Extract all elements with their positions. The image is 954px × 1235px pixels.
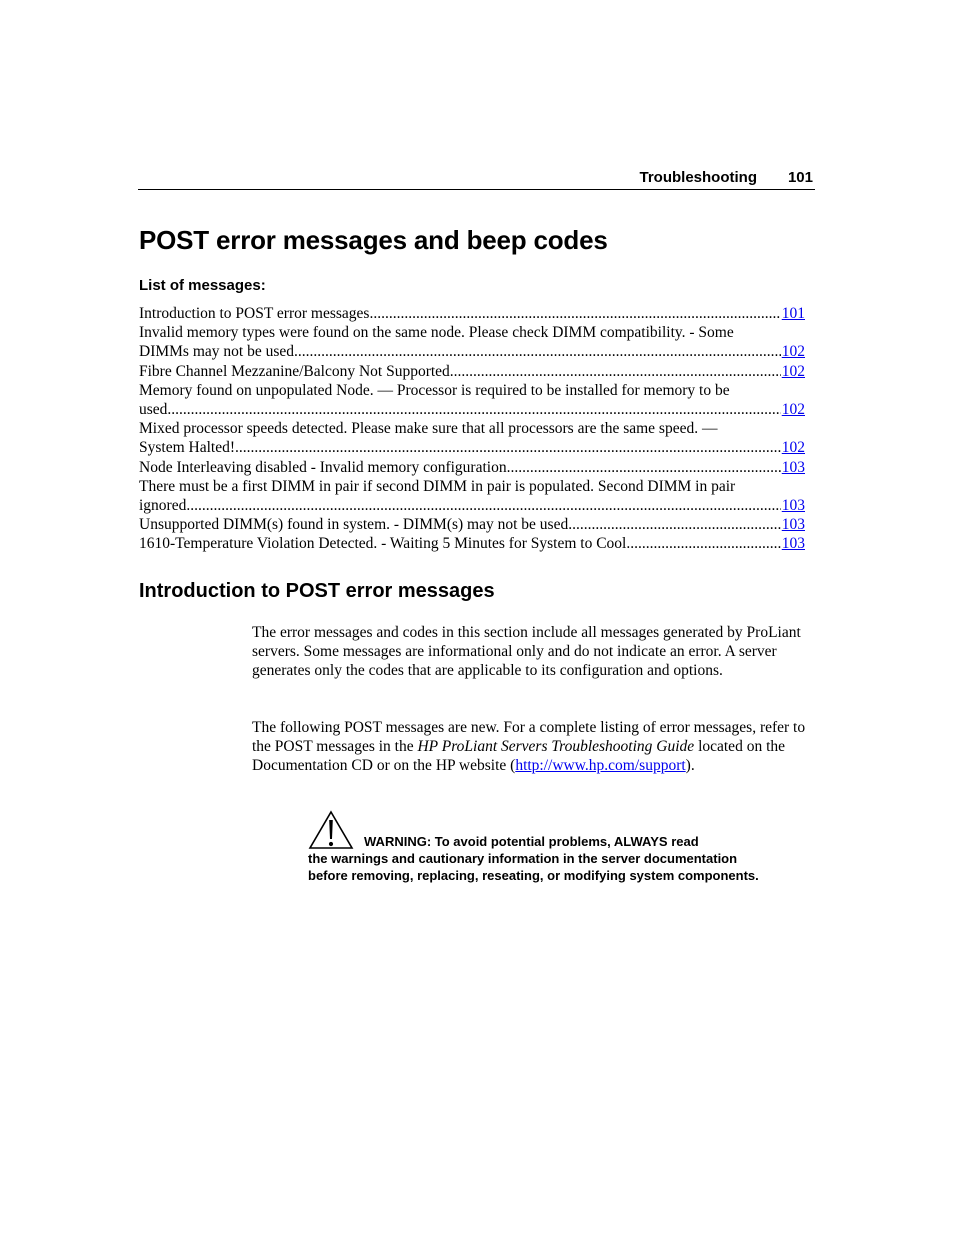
toc-page-link[interactable]: 103 xyxy=(781,535,805,553)
toc-entry-text: Unsupported DIMM(s) found in system. - DIMM(s) may not be used xyxy=(139,516,569,534)
warning-body: the warnings and cautionary information in the server documentation before removing, replacing, reseating, or modifying system components. xyxy=(308,851,759,883)
toc-page-link[interactable]: 102 xyxy=(781,400,805,418)
toc-entry-text: DIMMs may not be used xyxy=(139,343,294,361)
new-messages-paragraph xyxy=(252,718,818,775)
warning-box xyxy=(308,810,778,884)
list-heading: List of messages: xyxy=(139,277,266,294)
toc-entry-text: Fibre Channel Mezzanine/Balcony Not Supported. xyxy=(139,362,454,380)
hp-support-link[interactable]: http://www.hp.com/support xyxy=(515,757,686,774)
toc-entry-text: System Halted! xyxy=(139,439,235,457)
dot-leader xyxy=(507,458,781,477)
toc-entry[interactable] xyxy=(139,458,805,477)
toc-entry-first-line: There must be a first DIMM in pair if second DIMM in pair is populated. Second DIMM in pair xyxy=(139,477,736,495)
toc-entry-text: ignored. xyxy=(139,496,191,514)
dot-leader xyxy=(235,438,781,457)
toc-entry-first-line: Mixed processor speeds detected. Please make sure that all processors are the same speed. — xyxy=(139,420,718,438)
toc-entry[interactable] xyxy=(139,400,805,419)
message-list xyxy=(139,304,805,553)
toc-entry-text: 1610-Temperature Violation Detected. - Waiting 5 Minutes for System to Cool xyxy=(139,535,627,553)
dot-leader xyxy=(294,342,781,361)
toc-entry-text: used. xyxy=(139,400,172,418)
dot-leader xyxy=(190,496,781,515)
intro-paragraph: The error messages and codes in this section include all messages generated by ProLiant servers. Some messages are informational only and do not indicate an error. A server generates only the codes that are applicable to its configuration and options. xyxy=(252,624,801,679)
para-text: ). xyxy=(685,757,695,774)
toc-entry[interactable] xyxy=(139,342,805,361)
toc-page-link[interactable]: 102 xyxy=(781,362,805,380)
toc-entry[interactable] xyxy=(139,534,805,553)
dot-leader xyxy=(568,515,781,534)
toc-entry[interactable] xyxy=(139,515,805,534)
dot-leader xyxy=(171,400,780,419)
toc-entry[interactable] xyxy=(139,438,805,457)
toc-entry-first-line: Memory found on unpopulated Node. — Processor is required to be installed for memory to be xyxy=(139,381,730,399)
warning-first-line: WARNING: To avoid potential problems, ALWAYS read xyxy=(364,834,699,849)
page-title: POST error messages and beep codes xyxy=(139,225,608,255)
running-header xyxy=(138,168,815,190)
para-text: located on the Documentation CD or on the HP website ( xyxy=(252,738,786,774)
toc-entry-first-line: Invalid memory types were found on the same node. Please check DIMM compatibility. - Some xyxy=(139,324,734,342)
toc-entry-text: Introduction to POST error messages xyxy=(139,305,370,322)
toc-entry[interactable] xyxy=(139,496,805,515)
dot-leader xyxy=(454,362,781,381)
toc-page-link[interactable]: 103 xyxy=(781,516,805,534)
toc-entry[interactable] xyxy=(139,304,805,323)
guide-title: HP ProLiant Servers Troubleshooting Guide xyxy=(417,738,695,755)
dot-leader xyxy=(369,304,780,323)
toc-page-link[interactable]: 103 xyxy=(781,458,805,476)
section-heading: Introduction to POST error messages xyxy=(139,580,495,602)
toc-page-link[interactable]: 102 xyxy=(781,439,805,457)
warning-exclamation-icon xyxy=(308,810,354,850)
toc-page-link[interactable]: 101 xyxy=(781,305,805,322)
dot-leader xyxy=(626,534,780,553)
header-section-name: Troubleshooting xyxy=(639,169,757,186)
toc-entry[interactable] xyxy=(139,362,805,381)
header-page-number: 101 xyxy=(787,169,813,186)
para-text: The following POST messages are new. For a complete listing of error messages, refer to the POST messages in the xyxy=(252,719,806,755)
toc-page-link[interactable]: 103 xyxy=(781,496,805,514)
toc-entry-text: Node Interleaving disabled - Invalid memory configuration xyxy=(139,458,507,476)
toc-page-link[interactable]: 102 xyxy=(781,343,805,361)
